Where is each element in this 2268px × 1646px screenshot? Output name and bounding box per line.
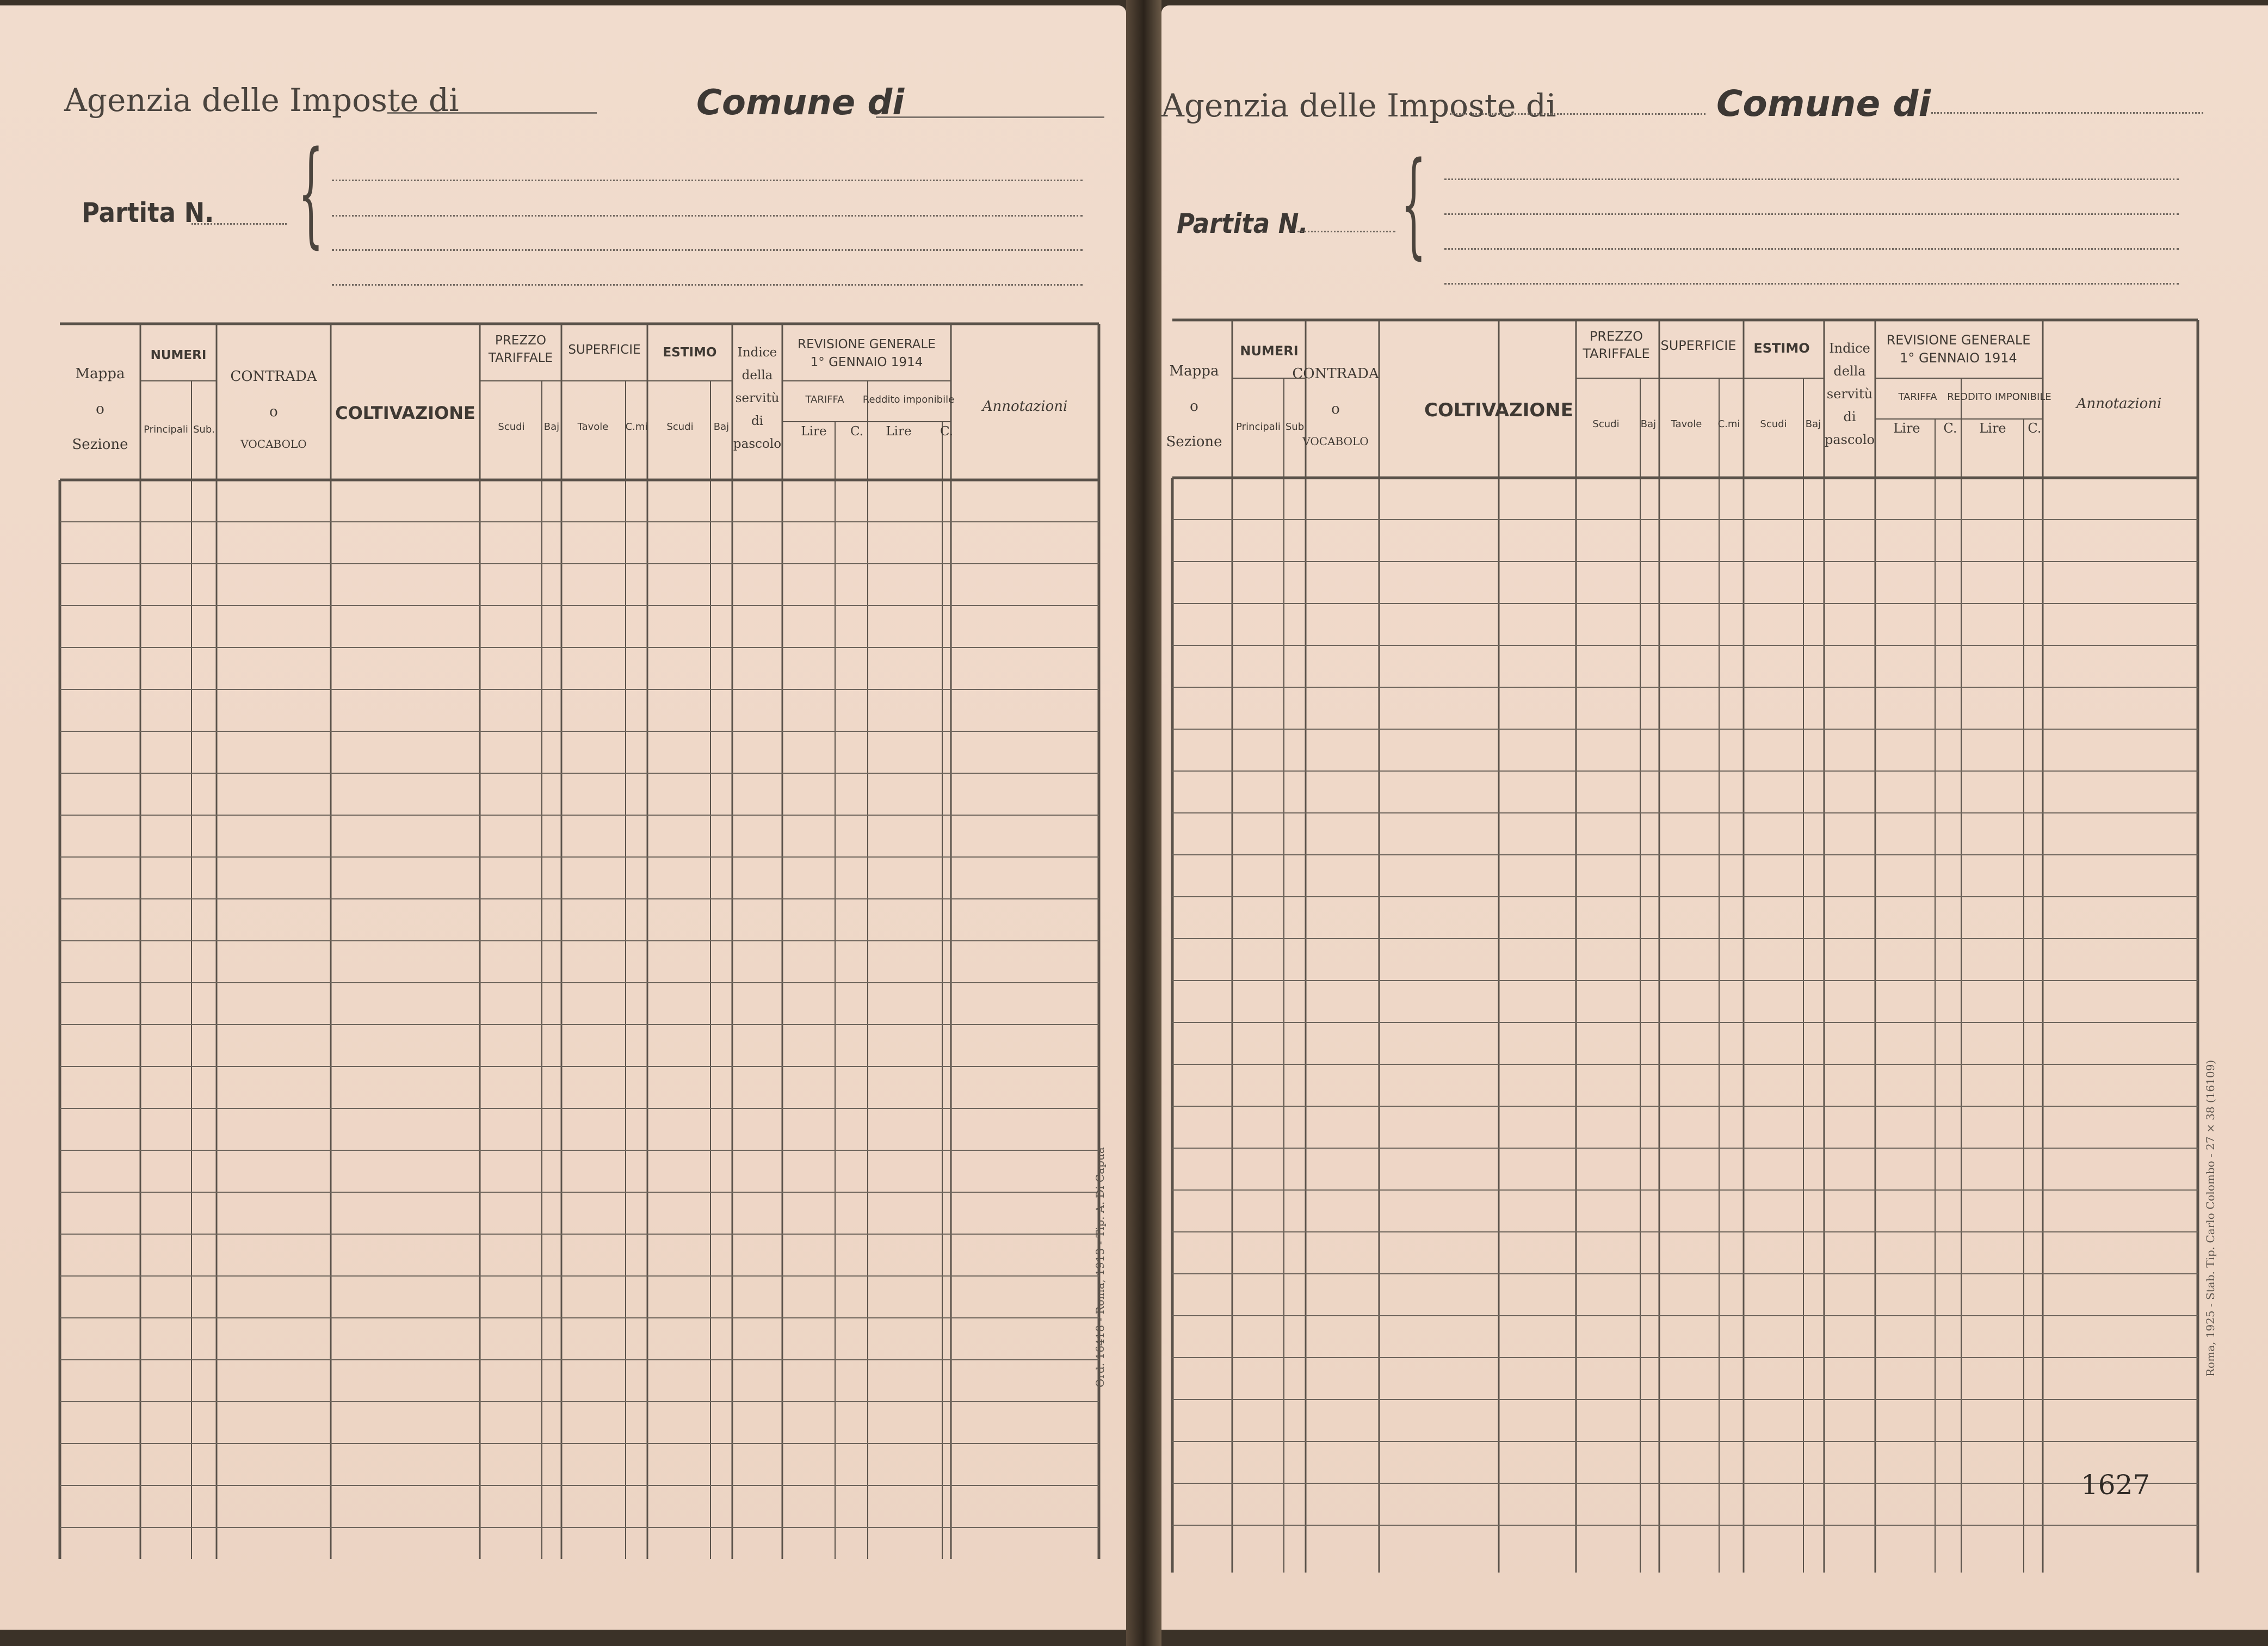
contrada-header: CONTRADA <box>230 368 317 385</box>
indice-header: servitù <box>735 391 780 405</box>
mappa-header: Mappa <box>75 366 125 382</box>
indice-header: di <box>1843 409 1856 424</box>
indice-header: della <box>741 368 773 383</box>
mappa-header: o <box>1190 398 1198 415</box>
annotazioni-header: Annotazioni <box>982 398 1068 415</box>
c-header: C. <box>1943 421 1957 436</box>
mappa-header: o <box>96 401 104 417</box>
brace-icon: { <box>298 126 324 260</box>
comune-label: Comune di <box>1716 83 1931 125</box>
agenzia-label: Agenzia delle Imposte di <box>64 82 459 119</box>
tariffa-header: TARIFFA <box>1898 391 1937 403</box>
reddito-header: Reddito imponibile <box>862 394 955 405</box>
reddito-header: REDDITO IMPONIBILE <box>1947 391 2051 403</box>
sub-header: Sub <box>1285 421 1305 433</box>
scudi-header: Scudi <box>1760 418 1787 430</box>
tavole-header: Tavole <box>1671 418 1702 430</box>
tariffa-header: TARIFFA <box>805 394 844 405</box>
coltivazione-header: COLTIVAZIONE <box>335 403 475 423</box>
prezzo-header: TARIFFALE <box>488 351 553 365</box>
printer-imprint: Roma, 1925 - Stab. Tip. Carlo Colombo - 27 × 38 (16109) <box>2204 1059 2217 1377</box>
lire-header: Lire <box>886 424 912 439</box>
partita-label: Partita N. <box>1177 208 1308 239</box>
indice-header: della <box>1833 363 1866 379</box>
cmi-header: C.mi <box>1717 418 1740 430</box>
page-number: 1627 <box>2081 1469 2150 1501</box>
superficie-header: SUPERFICIE <box>1660 338 1736 353</box>
lire-header: Lire <box>1893 421 1920 436</box>
coltivazione-header: COLTIVAZIONE <box>1424 399 1573 421</box>
baj-header: Baj <box>1805 418 1821 430</box>
indice-header: di <box>751 414 764 428</box>
numeri-header: NUMERI <box>150 348 207 362</box>
revisione-header: REVISIONE GENERALE <box>798 337 936 352</box>
indice-header: servitù <box>1826 386 1873 402</box>
left-page <box>0 5 1126 1630</box>
contrada-header: o <box>1331 401 1340 417</box>
estimo-header: ESTIMO <box>663 346 717 360</box>
scudi-header: Scudi <box>1592 418 1620 430</box>
revisione-header: REVISIONE GENERALE <box>1886 332 2031 348</box>
scudi-header: Scudi <box>498 421 525 433</box>
baj-header: Baj <box>713 421 730 433</box>
tavole-header: Tavole <box>577 421 609 433</box>
baj-header: Baj <box>543 421 560 433</box>
agenzia-label: Agenzia delle Imposte di <box>1161 87 1556 124</box>
comune-label: Comune di <box>696 83 905 123</box>
mappa-header: Mappa <box>1169 363 1219 379</box>
scudi-header: Scudi <box>666 421 694 433</box>
numeri-header: NUMERI <box>1240 343 1299 359</box>
superficie-header: SUPERFICIE <box>568 343 641 357</box>
register-table <box>1161 5 2268 1630</box>
revisione-header: 1° GENNAIO 1914 <box>810 355 923 369</box>
register-table <box>0 5 1126 1630</box>
baj-header: Baj <box>1640 418 1657 430</box>
book-gutter <box>1126 0 1161 1646</box>
indice-header: Indice <box>737 346 777 360</box>
contrada-header: o <box>269 404 278 420</box>
brace-icon: { <box>1401 137 1426 270</box>
principali-header: Principali <box>144 424 188 435</box>
prezzo-header: PREZZO <box>495 334 546 348</box>
revisione-header: 1° GENNAIO 1914 <box>1900 350 2017 366</box>
contrada-header: VOCABOLO <box>1302 435 1369 448</box>
mappa-header: Sezione <box>1166 434 1222 450</box>
lire-header: Lire <box>801 424 827 439</box>
right-page <box>1161 5 2268 1630</box>
contrada-header: CONTRADA <box>1292 366 1379 382</box>
lire-header: Lire <box>1979 421 2006 436</box>
printer-imprint: Ord. 16418 - Roma, 1913 - Tip. A. Di Capua <box>1093 1147 1107 1388</box>
c-header: C. <box>940 424 954 439</box>
indice-header: pascolo <box>1824 432 1875 447</box>
principali-header: Principali <box>1236 421 1281 433</box>
c-header: C. <box>2028 421 2042 436</box>
sub-header: Sub. <box>193 424 215 435</box>
contrada-header: VOCABOLO <box>240 437 307 451</box>
estimo-header: ESTIMO <box>1753 341 1810 356</box>
cmi-header: C.mi <box>625 421 648 433</box>
partita-label: Partita N. <box>82 197 214 229</box>
prezzo-header: PREZZO <box>1589 329 1643 344</box>
annotazioni-header: Annotazioni <box>2076 396 2162 412</box>
indice-header: Indice <box>1829 341 1870 356</box>
prezzo-header: TARIFFALE <box>1583 346 1650 361</box>
mappa-header: Sezione <box>72 436 128 453</box>
c-header: C. <box>850 424 864 439</box>
indice-header: pascolo <box>733 437 782 451</box>
